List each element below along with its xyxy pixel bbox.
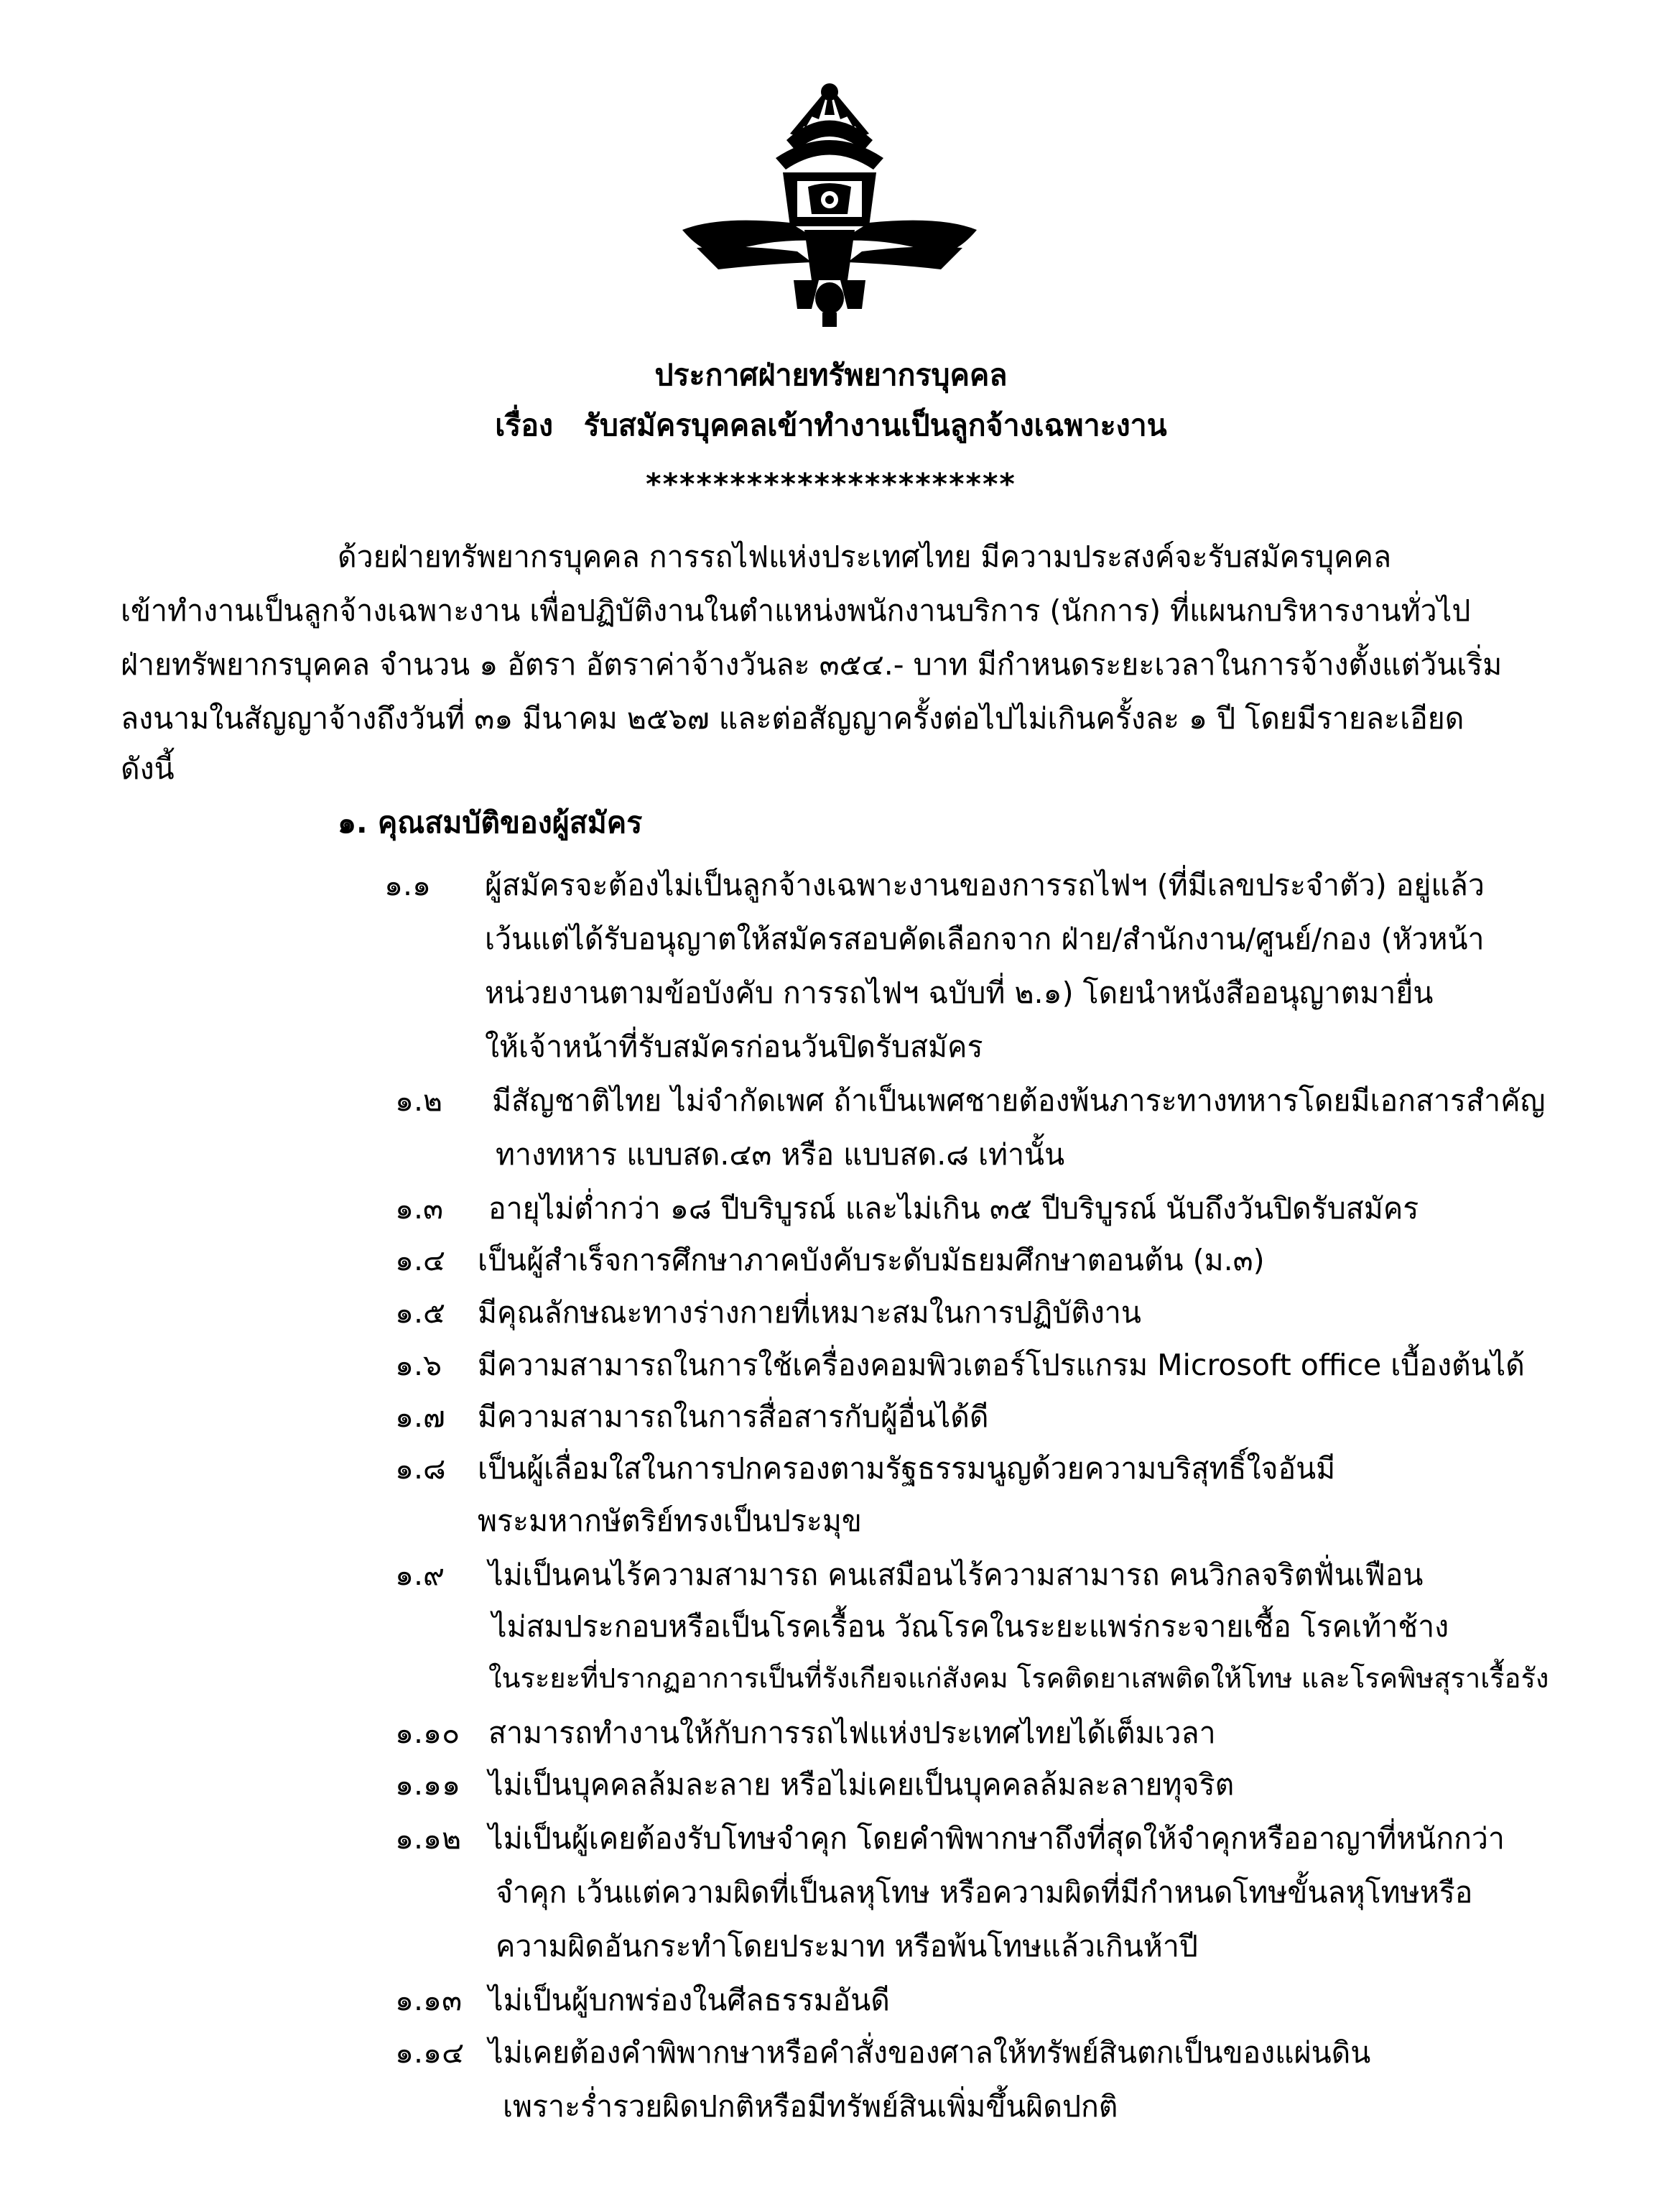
item-text-line: มีสัญชาติไทย ไม่จำกัดเพศ ถ้าเป็นเพศชายต้องพ้นภาระทางทหารโดยมีเอกสารสำคัญ [492, 1083, 1546, 1118]
intro-line-1: ด้วยฝ่ายทรัพยากรบุคคล การรถไฟแห่งประเทศไทย มีความประสงค์จะรับสมัครบุคคล [338, 540, 1392, 574]
item-text-line: ไม่เป็นคนไร้ความสามารถ คนเสมือนไร้ความสามารถ คนวิกลจริตฟั่นเฟือน [488, 1558, 1424, 1592]
item-text-line: มีคุณลักษณะทางร่างกายที่เหมาะสมในการปฏิบัติงาน [478, 1295, 1141, 1330]
item-number: ๑.๕ [395, 1295, 446, 1330]
item-text-line: จำคุก เว้นแต่ความผิดที่เป็นลหุโทษ หรือความผิดที่มีกำหนดโทษขั้นลหุโทษหรือ [496, 1875, 1473, 1910]
item-text-line: ไม่เป็นผู้บกพร่องในศีลธรรมอันดี [488, 1983, 890, 2017]
item-number: ๑.๔ [395, 1243, 446, 1277]
item-text-line: พระมหากษัตริย์ทรงเป็นประมุข [478, 1504, 862, 1538]
state-railway-emblem [675, 72, 984, 330]
item-number: ๑.๑ [384, 868, 432, 902]
item-number: ๑.๑๐ [395, 1716, 460, 1750]
item-number: ๑.๙ [395, 1558, 445, 1592]
section-1-title: ๑. คุณสมบัติของผู้สมัคร [338, 805, 643, 840]
item-text-line: ไม่เป็นผู้เคยต้องรับโทษจำคุก โดยคำพิพากษาถึงที่สุดให้จำคุกหรืออาญาที่หนักกว่า [488, 1821, 1505, 1856]
intro-line-4: ลงนามในสัญญาจ้างถึงวันที่ ๓๑ มีนาคม ๒๕๖๗ และต่อสัญญาครั้งต่อไปไม่เกินครั้งละ ๑ ปี โดยมีรายละเอียด [121, 701, 1464, 736]
item-text-line: มีความสามารถในการใช้เครื่องคอมพิวเตอร์โปรแกรม Microsoft office เบื้องต้นได้ [478, 1348, 1525, 1382]
item-number: ๑.๒ [395, 1083, 443, 1118]
issuer-heading: ประกาศฝ่ายทรัพยากรบุคคล [654, 358, 1008, 392]
item-text-line: สามารถทำงานให้กับการรถไฟแห่งประเทศไทยได้เต็มเวลา [488, 1716, 1216, 1750]
item-number: ๑.๑๒ [395, 1821, 462, 1856]
item-number: ๑.๑๓ [395, 1983, 463, 2017]
item-text-line: เป็นผู้สำเร็จการศึกษาภาคบังคับระดับมัธยมศึกษาตอนต้น (ม.๓) [478, 1243, 1265, 1277]
item-text-line: ความผิดอันกระทำโดยประมาท หรือพ้นโทษแล้วเกินห้าปี [496, 1929, 1198, 1963]
item-number: ๑.๓ [395, 1191, 444, 1226]
item-text-line: ไม่เคยต้องคำพิพากษาหรือคำสั่งของศาลให้ทรัพย์สินตกเป็นของแผ่นดิน [488, 2035, 1371, 2070]
item-text-line: ทางทหาร แบบสด.๔๓ หรือ แบบสด.๘ เท่านั้น [496, 1137, 1065, 1172]
item-number: ๑.๑๔ [395, 2035, 465, 2070]
intro-line-2: เข้าทำงานเป็นลูกจ้างเฉพาะงาน เพื่อปฏิบัติงานในตำแหน่งพนักงานบริการ (นักการ) ที่แผนกบริหารงานทั่วไป [121, 593, 1471, 628]
item-text-line: ให้เจ้าหน้าที่รับสมัครก่อนวันปิดรับสมัคร [485, 1029, 983, 1064]
intro-line-5: ดังนี้ [121, 751, 175, 786]
item-number: ๑.๘ [395, 1451, 446, 1486]
subject-text: รับสมัครบุคคลเข้าทำงานเป็นลูกจ้างเฉพาะงาน [583, 408, 1167, 443]
item-text-line: อายุไม่ต่ำกว่า ๑๘ ปีบริบูรณ์ และไม่เกิน ๓๕ ปีบริบูรณ์ นับถึงวันปิดรับสมัคร [488, 1191, 1419, 1226]
item-text-line: ไม่เป็นบุคคลล้มละลาย หรือไม่เคยเป็นบุคคลล้มละลายทุจริต [488, 1767, 1235, 1802]
item-text-line: ในระยะที่ปรากฏอาการเป็นที่รังเกียจแก่สังคม โรคติดยาเสพติดให้โทษ และโรคพิษสุราเรื้อรัง [488, 1662, 1549, 1694]
item-text-line: มีความสามารถในการสื่อสารกับผู้อื่นได้ดี [478, 1399, 989, 1434]
item-number: ๑.๑๑ [395, 1767, 461, 1802]
item-text-line: เพราะร่ำรวยผิดปกติหรือมีทรัพย์สินเพิ่มขึ้นผิดปกติ [503, 2089, 1118, 2124]
item-text-line: เป็นผู้เลื่อมใสในการปกครองตามรัฐธรรมนูญด้วยความบริสุทธิ์ใจอันมี [478, 1451, 1336, 1486]
item-text-line: เว้นแต่ได้รับอนุญาตให้สมัครสอบคัดเลือกจาก ฝ่าย/สำนักงาน/ศูนย์/กอง (หัวหน้า [485, 922, 1485, 956]
item-text-line: ไม่สมประกอบหรือเป็นโรคเรื้อน วัณโรคในระยะแพร่กระจายเชื้อ โรคเท้าช้าง [492, 1609, 1449, 1644]
item-text-line: ผู้สมัครจะต้องไม่เป็นลูกจ้างเฉพาะงานของการรถไฟฯ (ที่มีเลขประจำตัว) อยู่แล้ว [485, 868, 1485, 902]
intro-line-3: ฝ่ายทรัพยากรบุคคล จำนวน ๑ อัตรา อัตราค่าจ้างวันละ ๓๕๔.- บาท มีกำหนดระยะเวลาในการจ้างตั้งแต่วันเริ่ม [121, 647, 1503, 682]
item-text-line: หน่วยงานตามข้อบังคับ การรถไฟฯ ฉบับที่ ๒.๑) โดยนำหนังสืออนุญาตมายื่น [485, 976, 1434, 1010]
subject-heading [0, 402, 1662, 449]
item-number: ๑.๖ [395, 1348, 442, 1382]
item-number: ๑.๗ [395, 1399, 445, 1434]
header-divider: ********************** [646, 467, 1016, 501]
subject-label: เรื่อง [495, 408, 553, 443]
